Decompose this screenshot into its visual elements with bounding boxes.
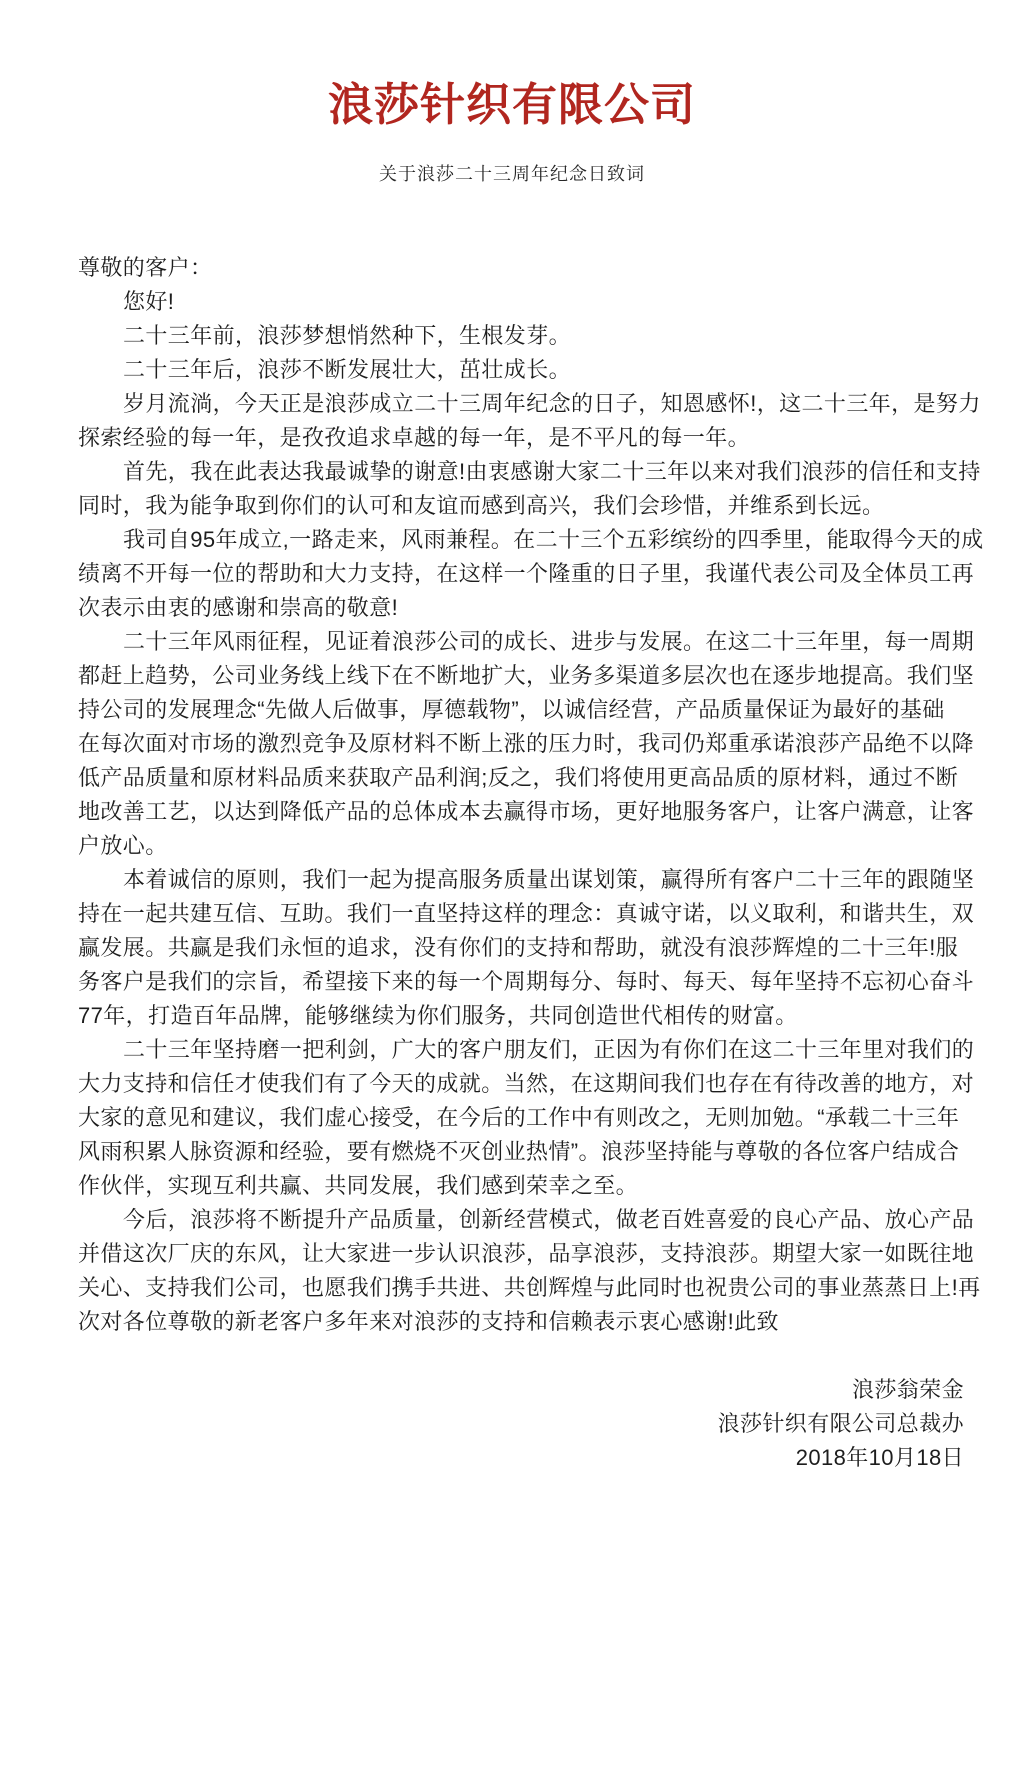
letter-line: 持在一起共建互信、互助。我们一直坚持这样的理念：真诚守诺，以义取利，和谐共生，双 bbox=[78, 901, 975, 926]
letter-line: 户放心。 bbox=[78, 833, 168, 858]
letter-line: 在每次面对市场的激烈竞争及原材料不断上涨的压力时，我司仍郑重承诺浪莎产品绝不以降 bbox=[78, 731, 975, 756]
letter-line: 今后，浪莎将不断提升产品质量，创新经营模式，做老百姓喜爱的良心产品、放心产品 bbox=[123, 1207, 975, 1232]
letter-line: 二十三年后，浪莎不断发展壮大，茁壮成长。 bbox=[123, 357, 572, 382]
signature-line: 浪莎翁荣金 bbox=[851, 1377, 964, 1402]
letter-line: 都赶上趋势，公司业务线上线下在不断地扩大，业务多渠道多层次也在逐步地提高。我们坚 bbox=[78, 663, 975, 688]
letter-line: 风雨积累人脉资源和经验，要有燃烧不灭创业热情”。浪莎坚持能与尊敬的各位客户结成合 bbox=[78, 1139, 960, 1164]
letter-line: 首先，我在此表达我最诚挚的谢意!由衷感谢大家二十三年以来对我们浪莎的信任和支持 bbox=[123, 459, 981, 484]
letter-line: 持公司的发展理念“先做人后做事，厚德载物”，以诚信经营，产品质量保证为最好的基础 bbox=[78, 697, 945, 722]
letter-line: 二十三年前，浪莎梦想悄然种下，生根发芽。 bbox=[123, 323, 572, 348]
letter-line: 并借这次厂庆的东风，让大家进一步认识浪莎，品享浪莎，支持浪莎。期望大家一如既往地 bbox=[78, 1241, 975, 1266]
signature-line: 2018年10月18日 bbox=[795, 1445, 964, 1470]
letter-paragraphs bbox=[78, 285, 984, 1339]
letter-line: 岁月流淌，今天正是浪莎成立二十三周年纪念的日子，知恩感怀!，这二十三年，是努力 bbox=[123, 391, 981, 416]
letter-line: 二十三年风雨征程，见证着浪莎公司的成长、进步与发展。在这二十三年里，每一周期 bbox=[123, 629, 975, 654]
letter-line: 次对各位尊敬的新老客户多年来对浪莎的支持和信赖表示衷心感谢!此致 bbox=[78, 1309, 779, 1334]
letter-line: 赢发展。共赢是我们永恒的追求，没有你们的支持和帮助，就没有浪莎辉煌的二十三年!服 bbox=[78, 935, 959, 960]
letter-line: 作伙伴，实现互利共赢、共同发展，我们感到荣幸之至。 bbox=[78, 1173, 639, 1198]
letter-line: 绩离不开每一位的帮助和大力支持，在这样一个隆重的日子里，我谨代表公司及全体员工再 bbox=[78, 561, 975, 586]
letter-subtitle: 关于浪莎二十三周年纪念日致词 bbox=[379, 164, 645, 184]
letter-line: 您好! bbox=[123, 289, 175, 314]
letter-line: 探索经验的每一年，是孜孜追求卓越的每一年，是不平凡的每一年。 bbox=[78, 425, 751, 450]
letter-line: 我司自95年成立,一路走来，风雨兼程。在二十三个五彩缤纷的四季里，能取得今天的成 bbox=[123, 527, 984, 552]
letter-line: 次表示由衷的感谢和崇高的敬意! bbox=[78, 595, 399, 620]
letter-line: 同时，我为能争取到你们的认可和友谊而感到高兴，我们会珍惜，并维系到长远。 bbox=[78, 493, 885, 518]
letter-line: 务客户是我们的宗旨，希望接下来的每一个周期每分、每时、每天、每年坚持不忘初心奋斗 bbox=[78, 969, 975, 994]
signature-line: 浪莎针织有限公司总裁办 bbox=[717, 1411, 964, 1436]
letter-line: 大力支持和信任才使我们有了今天的成就。当然，在这期间我们也存在有待改善的地方，对 bbox=[78, 1071, 975, 1096]
signature-block bbox=[78, 1373, 980, 1475]
letter-line: 77年，打造百年品牌，能够继续为你们服务，共同创造世代相传的财富。 bbox=[78, 1003, 798, 1028]
letter-line: 关心、支持我们公司，也愿我们携手共进、共创辉煌与此同时也祝贵公司的事业蒸蒸日上!再 bbox=[78, 1275, 981, 1300]
letter-line: 二十三年坚持磨一把利剑，广大的客户朋友们，正因为有你们在这二十三年里对我们的 bbox=[123, 1037, 975, 1062]
letter-line: 大家的意见和建议，我们虚心接受，在今后的工作中有则改之，无则加勉。“承载二十三年 bbox=[78, 1105, 960, 1130]
letter-body bbox=[0, 251, 1024, 1475]
letter-line: 本着诚信的原则，我们一起为提高服务质量出谋划策，赢得所有客户二十三年的跟随坚 bbox=[123, 867, 975, 892]
letter-line: 低产品质量和原材料品质来获取产品利润;反之，我们将使用更高品质的原材料，通过不断 bbox=[78, 765, 959, 790]
salutation: 尊敬的客户： bbox=[78, 255, 213, 280]
letter-line: 地改善工艺，以达到降低产品的总体成本去赢得市场，更好地服务客户，让客户满意，让客 bbox=[78, 799, 975, 824]
company-title: 浪莎针织有限公司 bbox=[327, 79, 696, 130]
